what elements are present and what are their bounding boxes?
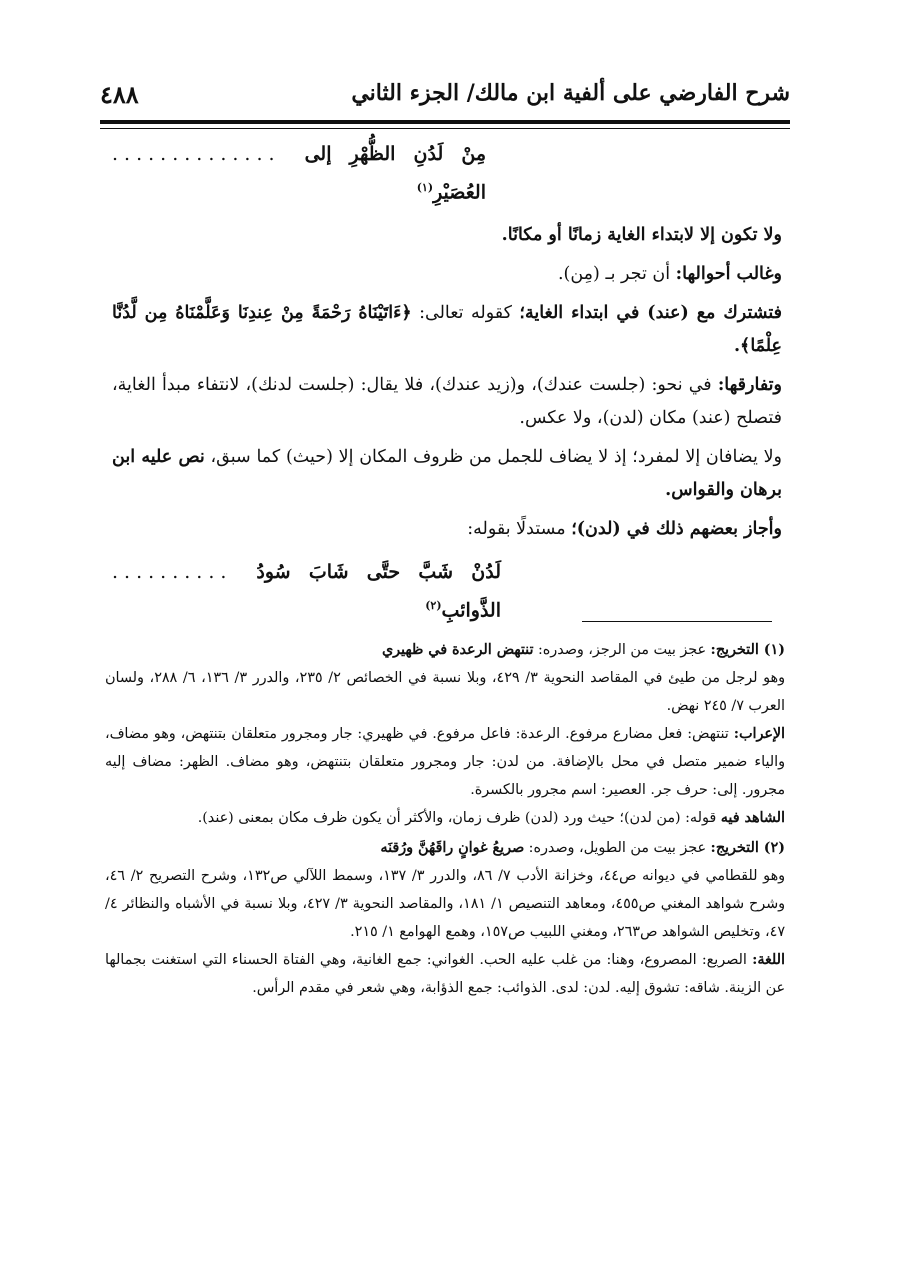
paragraph-6 (112, 513, 782, 546)
verse-1-text: مِنْ لَدُنِ الظُّهْرِ إلى العُصَيْرِ$^{(١)}$ (304, 143, 486, 204)
footnote-2-lugha-text: الصريع: المصروع، وهنا: من غلب عليه الحب. الغواني: جمع الغانية، وهي الفتاة الحسناء التي استغنت بجمالها عن الزينة. شاقه: تشوق إليه. لدن: لدى. الذوائب: جمع الذؤابة، وهي شعر في مقدم الرأس. (105, 952, 785, 996)
paragraph-2 (112, 258, 782, 291)
footnote-separator (582, 621, 772, 622)
footnote-1-sadr: تنتهض الرعدة في ظهيري (381, 642, 534, 658)
footnote-1-label: (١) التخريج: (710, 642, 785, 658)
footnote-2-sources: وهو للقطامي في ديوانه ص٤٤، وخزانة الأدب ٧/ ٨٦، والدرر ٣/ ١٣٧، وسمط اللآلي ص١٣٢، وشرح التصريح ٢/ ٤٦، وشرح شواهد المغني ص٤٥٥، ومعاهد التنصيص ١/ ١٨١، والمقاصد النحوية ٣/ ٤٢٧، وبلا نسبة في الأشباه والنظائر ٤/ ٤٧، وتخليص الشواهد ص٢٦٣، ومغني اللبيب ص١٥٧، وهمع الهوامع ١/ ٢١٥. (105, 868, 786, 940)
footnote-1-irab-text: تنتهض: فعل مضارع مرفوع. الرعدة: فاعل مرفوع. في ظهيري: جار ومجرور متعلقان بتنتهض، وهو مضاف، والياء ضمير متصل في محل بالإضافة. من لدن: جار ومجرور متعلقان بتنتهض، وهو مضاف. الظهر: مضاف إليه مجرور. إلى: حرف جر. العصير: اسم مجرور بالكسرة. (105, 726, 785, 798)
paragraph-4 (112, 369, 782, 435)
paragraph-5-text: ولا يضافان إلا لمفرد؛ إذ لا يضاف للجمل من ظروف المكان إلا (حيث) كما سبق، (204, 447, 783, 468)
paragraph-6-text: مستدلًا بقوله: (467, 519, 572, 540)
verse-line-2 (112, 556, 782, 627)
footnote-ref-1[interactable]: (١) (416, 181, 434, 194)
footnote-1-irab-label: الإعراب: (733, 726, 785, 742)
paragraph-6-bold: وأجاز بعضهم ذلك في (لدن)؛ (571, 519, 782, 540)
header-rule-thick (100, 120, 790, 124)
footnote-2-text: عجز بيت من الطويل، وصدره: (524, 840, 711, 856)
paragraph-2-text: أن تجر بـ (مِن). (557, 264, 676, 285)
verse-line-1 (112, 138, 782, 209)
verse-2-dots: .......... (112, 561, 233, 584)
paragraph-5-bold: نص عليه ابن برهان والقواس. (112, 447, 782, 501)
footnote-2 (105, 834, 785, 1002)
footnote-2-lugha (105, 946, 785, 1002)
page-number: ٤٨٨ (100, 80, 139, 109)
paragraph-3-text: كقوله تعالى: (411, 303, 520, 324)
paragraph-5 (112, 441, 782, 507)
main-text (112, 138, 782, 638)
footnote-1-sources: وهو لرجل من طيئ في المقاصد النحوية ٣/ ٤٢٩، وبلا نسبة في الخصائص ٢/ ٢٣٥، والدرر ٣/ ١٣٦، ٦/ ٢٨٨، ولسان العرب ٧/ ٢٤٥ نهض. (105, 670, 785, 714)
header-title: شرح الفارضي على ألفية ابن مالك/ الجزء الثاني (351, 80, 790, 106)
footnote-2-lugha-label: اللغة: (752, 952, 785, 968)
footnote-1-shahid (105, 804, 785, 832)
quran-verse: ﴿ءَاتَيْنَاهُ رَحْمَةً مِنْ عِندِنَا وَعَلَّمْنَاهُ مِن لَّدُنَّا عِلْمًا﴾. (112, 303, 782, 357)
footnote-2-head (105, 834, 785, 862)
paragraph-3-bold: فتشترك مع (عند) في ابتداء الغاية؛ (519, 303, 783, 324)
footnote-1-shahid-label: الشاهد فيه (720, 810, 785, 826)
footnote-1 (105, 636, 785, 832)
paragraph-1: ولا تكون إلا لابتداء الغاية زمانًا أو مكانًا. (501, 225, 782, 246)
paragraph-4-text: في نحو: (جلست عندك)، و(زيد عندك)، فلا يقال: (جلست لدنك)، لانتفاء مبدأ الغاية، فتصلح (عند) مكان (لدن)، ولا عكس. (112, 375, 782, 429)
paragraph-4-bold: وتفارقها: (717, 375, 782, 396)
footnote-ref-2[interactable]: (٢) (425, 599, 442, 613)
header-rule-thin (100, 128, 790, 129)
paragraph-3 (112, 297, 782, 363)
verse-1-dots: .............. (112, 143, 281, 165)
paragraph-2-bold: وغالب أحوالها: (675, 264, 782, 285)
verse-2-text: لَدُنْ شَبَّ حتَّى شَابَ سُودُ الذَّوائبِ$^{(٢)}$ (256, 561, 501, 622)
footnote-1-irab (105, 720, 785, 804)
footnote-1-shahid-text: قوله: (من لدن)؛ حيث ورد (لدن) ظرف زمان، والأكثر أن يكون ظرف مكان بمعنى (عند). (197, 810, 721, 826)
footnote-2-label: (٢) التخريج: (710, 840, 785, 856)
running-header (100, 78, 790, 114)
footnote-1-text: عجز بيت من الرجز، وصدره: (533, 642, 711, 658)
footnotes (105, 636, 785, 1004)
footnote-2-sadr: صريعُ غوانٍ راقَهُنَّ ورُقنَه (380, 840, 525, 856)
footnote-1-head (105, 636, 785, 664)
